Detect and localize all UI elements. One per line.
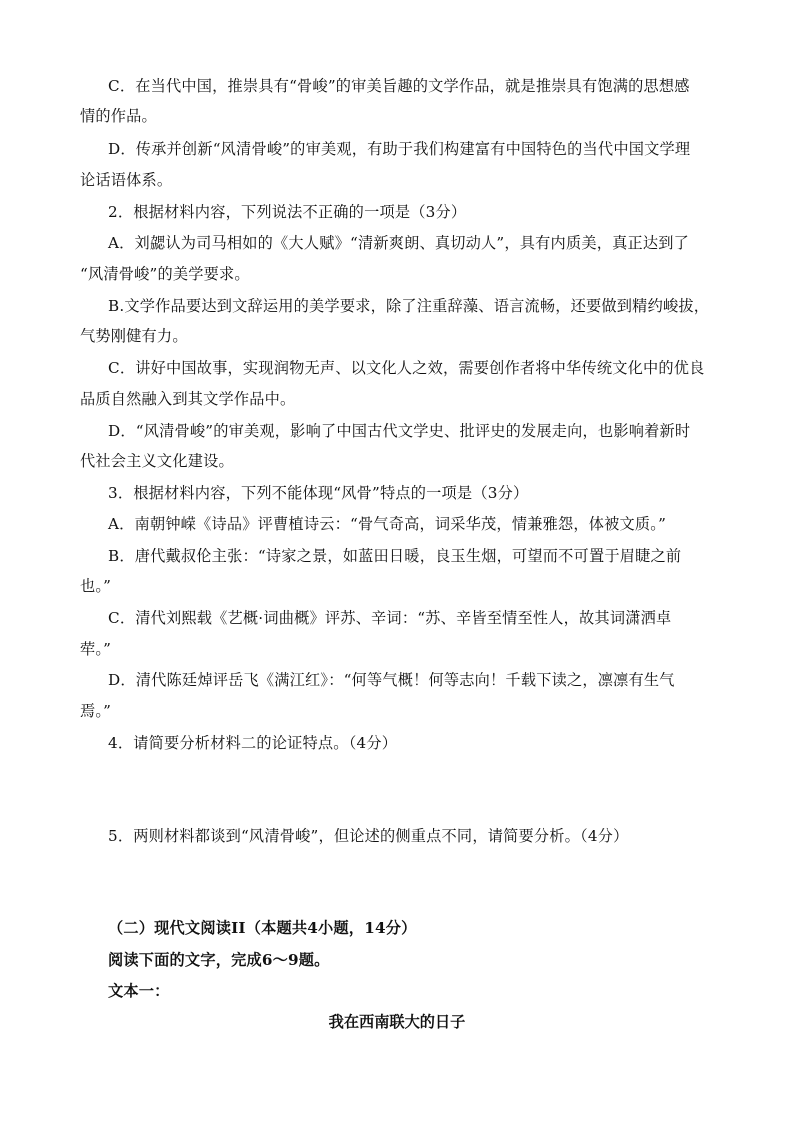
option-d-line-2: 论话语体系。 [80, 171, 173, 189]
reading-instruction: 阅读下面的文字，完成6～9题。 [108, 951, 330, 969]
section-heading: （二）现代文阅读II（本题共4小题，14分） [108, 919, 417, 937]
q2-option-d-line-2: 代社会主义文化建设。 [80, 452, 234, 470]
q2-option-a-line-2: “风清骨峻”的美学要求。 [80, 265, 250, 283]
q2-option-b-line-1: B.文学作品要达到文辞运用的美学要求，除了注重辞藻、语言流畅，还要做到精约峻拔， [108, 297, 710, 315]
q3-option-a: A．南朝钟嵘《诗品》评曹植诗云：“骨气奇高，词采华茂，情兼雅怨，体被文质。” [108, 515, 667, 533]
q2-option-d-line-1: D．“风清骨峻”的审美观，影响了中国古代文学史、批评史的发展走向，也影响着新时 [108, 422, 691, 440]
option-c-line-1: C．在当代中国，推崇具有“骨峻”的审美旨趣的文学作品，就是推崇具有饱满的思想感 [108, 77, 690, 95]
option-d-line-1: D．传承并创新“风清骨峻”的审美观，有助于我们构建富有中国特色的当代中国文学理 [108, 140, 691, 158]
question-5: 5．两则材料都谈到“风清骨峻”，但论述的侧重点不同，请简要分析。（4分） [108, 827, 629, 845]
q2-option-b-line-2: 气势刚健有力。 [80, 327, 188, 345]
question-4: 4．请简要分析材料二的论证特点。（4分） [108, 734, 398, 752]
q3-option-c-line-1: C．清代刘熙载《艺概·词曲概》评苏、辛词：“苏、辛皆至情至性人，故其词潇洒卓 [108, 609, 672, 627]
q3-option-d-line-1: D．清代陈廷焯评岳飞《满江红》：“何等气概！何等志向！千载下读之，凛凛有生气 [108, 671, 675, 689]
q2-option-a-line-1: A．刘勰认为司马相如的《大人赋》“清新爽朗、真切动人”，具有内质美，真正达到了 [108, 234, 690, 252]
q3-option-b-line-2: 也。” [80, 577, 112, 595]
q2-option-c-line-1: C．讲好中国故事，实现润物无声、以文化人之效，需要创作者将中华传统文化中的优良 [108, 359, 705, 377]
q3-option-b-line-1: B．唐代戴叔伦主张：“诗家之景，如蓝田日暖，良玉生烟，可望而不可置于眉睫之前 [108, 547, 682, 565]
question-2: 2．根据材料内容，下列说法不正确的一项是（3分） [108, 203, 467, 221]
article-title: 我在西南联大的日子 [328, 1013, 466, 1031]
text-label: 文本一： [108, 982, 170, 1000]
q3-option-c-line-2: 荦。” [80, 640, 112, 658]
q2-option-c-line-2: 品质自然融入到其文学作品中。 [80, 390, 296, 408]
question-3: 3．根据材料内容，下列不能体现“风骨”特点的一项是（3分） [108, 484, 529, 502]
q3-option-d-line-2: 焉。” [80, 702, 112, 720]
option-c-line-2: 情的作品。 [80, 107, 157, 125]
